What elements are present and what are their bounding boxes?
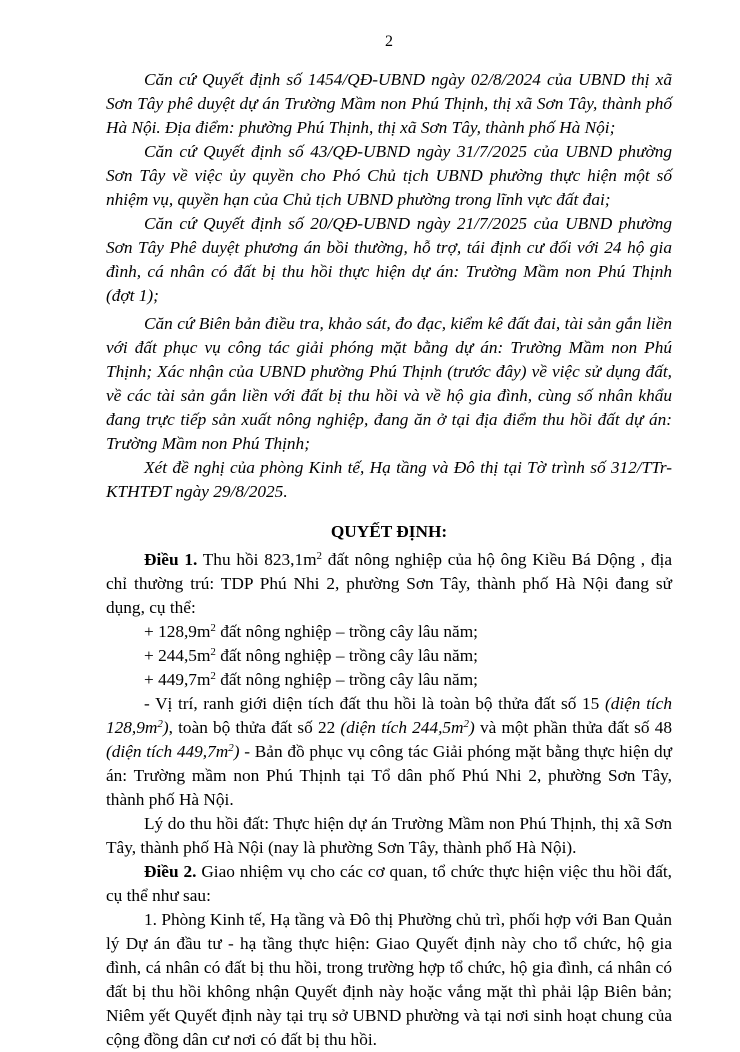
- preamble-4: Căn cứ Biên bản điều tra, khảo sát, đo đạc, kiểm kê đất đai, tài sản gắn liền với đất phục vụ công tác giải phóng mặt bằng dự án: Trường Mầm non Phú Thịnh; Xác nhận của UBND phường Phú Thịnh (trước đây) về việc sử dụng đất, về các tài sản gắn liền với đất bị thu hồi và về hộ gia đình, cùng số nhân khẩu đang trực tiếp sản xuất nông nghiệp, đang ăn ở tại địa điểm thu hồi đất dự án: Trường Mầm non Phú Thịnh;: [106, 314, 672, 453]
- article-1-intro: Điều 1. Thu hồi $823,1m^2$ đất nông nghiệp của hộ ông Kiều Bá Dộng , địa chỉ thường trú: TDP Phú Nhi 2, phường Sơn Tây, thành phố Hà Nội đang sử dụng, cụ thể:: [106, 550, 672, 617]
- list-item: + $449,7m^2$ đất nông nghiệp – trồng cây lâu năm;: [144, 670, 478, 689]
- preamble-1: Căn cứ Quyết định số 1454/QĐ-UBND ngày 02/8/2024 của UBND thị xã Sơn Tây phê duyệt dự án Trường Mầm non Phú Thịnh, thị xã Sơn Tây, thành phố Hà Nội. Địa điểm: phường Phú Thịnh, thị xã Sơn Tây, thành phố Hà Nội;: [106, 70, 672, 137]
- preamble-5: Xét đề nghị của phòng Kinh tế, Hạ tầng và Đô thị tại Tờ trình số 312/TTr-KTHTĐT ngày 29/8/2025.: [106, 458, 672, 501]
- article-2-label: Điều 2.: [144, 862, 197, 881]
- decision-heading: QUYẾT ĐỊNH:: [330, 522, 448, 541]
- article-1-location: - Vị trí, ranh giới diện tích đất thu hồi là toàn bộ thửa đất số 15 (diện tích $128,9m^2$), toàn bộ thửa đất số 22 (diện tích $244,5m^2$) và một phần thửa đất số 48 (diện tích $449,7m^2$) - Bản đồ phục vụ công tác Giải phóng mặt bằng thực hiện dự án: Trường mầm non Phú Thịnh tại Tổ dân phố Phú Nhi 2, phường Sơn Tây, thành phố Hà Nội.: [106, 694, 672, 809]
- article-2-point-1: 1. Phòng Kinh tế, Hạ tầng và Đô thị Phường chủ trì, phối hợp với Ban Quản lý Dự án đầu tư - hạ tầng thực hiện: Giao Quyết định này cho tổ chức, hộ gia đình, cá nhân có đất bị thu hồi, trong trường hợp tổ chức, hộ gia đình, cá nhân có đất bị thu hồi không nhận Quyết định này hoặc vắng mặt thì phải lập Biên bản; Niêm yết Quyết định này tại trụ sở UBND phường và tại nơi sinh hoạt chung của cộng đồng dân cư nơi có đất bị thu hồi.: [106, 910, 672, 1049]
- article-1-reason: Lý do thu hồi đất: Thực hiện dự án Trường Mầm non Phú Thịnh, thị xã Sơn Tây, thành phố Hà Nội (nay là phường Sơn Tây, thành phố Hà Nội).: [106, 814, 672, 857]
- article-2-intro: Điều 2. Giao nhiệm vụ cho các cơ quan, tổ chức thực hiện việc thu hồi đất, cụ thể như sau:: [106, 862, 672, 905]
- list-item: + $128,9m^2$ đất nông nghiệp – trồng cây lâu năm;: [144, 622, 478, 641]
- document-page: [106, 30, 672, 1052]
- preamble-3: Căn cứ Quyết định số 20/QĐ-UBND ngày 21/7/2025 của UBND phường Sơn Tây Phê duyệt phương án bồi thường, hỗ trợ, tái định cư đối với 24 hộ gia đình, cá nhân có đất bị thu hồi thực hiện dự án: Trường Mầm non Phú Thịnh (đợt 1);: [106, 214, 672, 305]
- page-number: 2: [385, 33, 393, 50]
- list-item: + $244,5m^2$ đất nông nghiệp – trồng cây lâu năm;: [144, 646, 478, 665]
- preamble-2: Căn cứ Quyết định số 43/QĐ-UBND ngày 31/7/2025 của UBND phường Sơn Tây về việc ủy quyền cho Phó Chủ tịch UBND phường thực hiện một số nhiệm vụ, quyền hạn của Chủ tịch UBND phường trong lĩnh vực đất đai;: [106, 142, 672, 209]
- article-1-label: Điều 1.: [144, 550, 198, 569]
